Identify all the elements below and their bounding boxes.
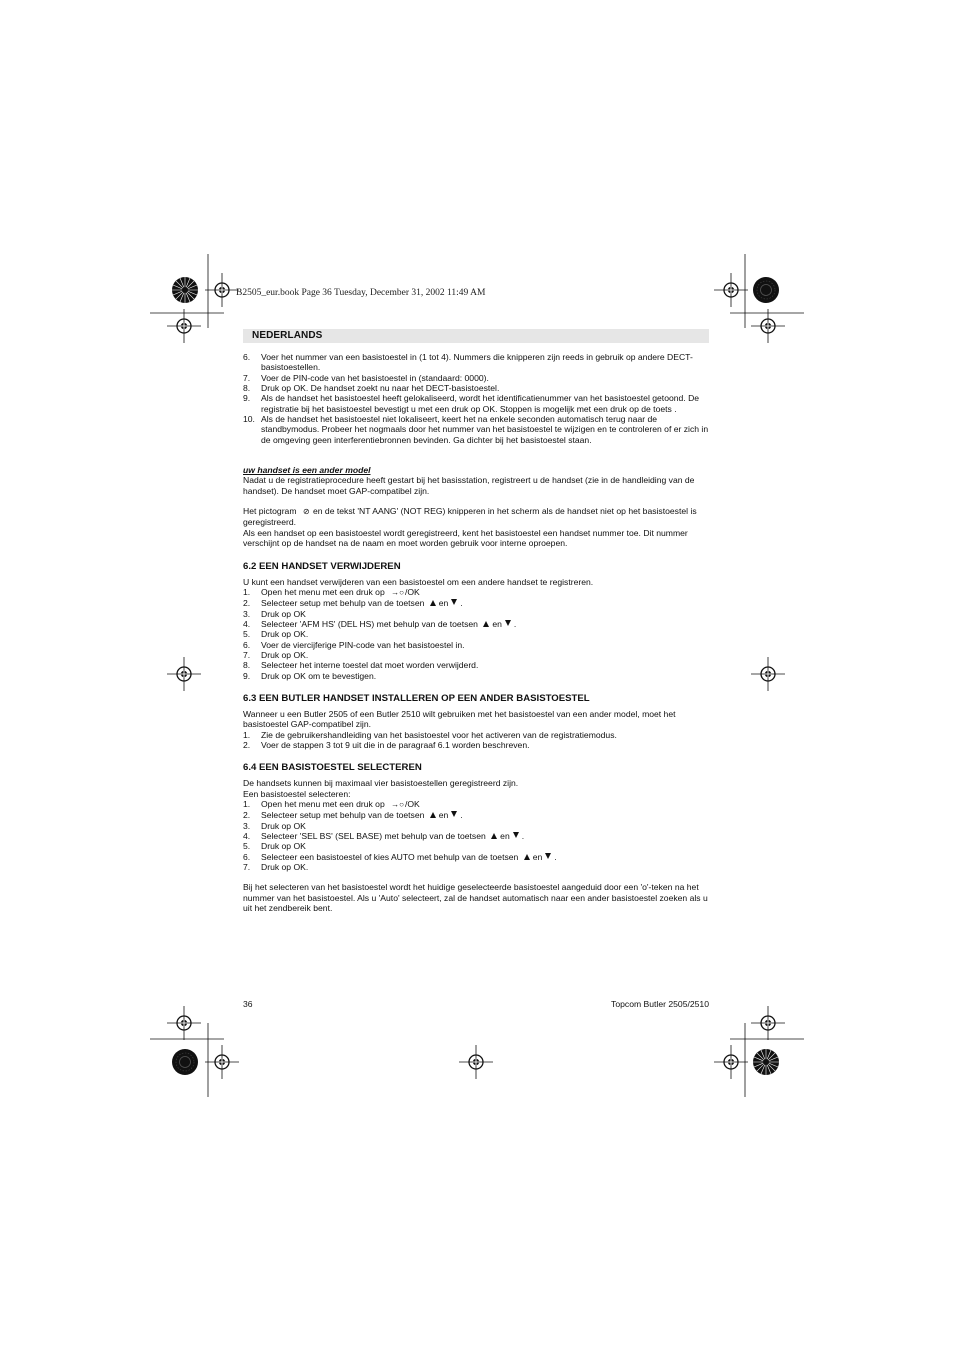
list-item: 2. Selecteer setup met behulp van de toetsen en . bbox=[243, 598, 463, 609]
list-item: 2. Selecteer setup met behulp van de toetsen en . bbox=[243, 810, 463, 821]
list-item: 1. Zie de gebruikershandleiding van het basistoestel voor het activeren van de registratiemodus. bbox=[243, 729, 617, 740]
list-item: 7. Voer de PIN-code van het basistoestel in (standaard: 0000). bbox=[243, 372, 489, 383]
list-item: 5. Druk op OK bbox=[243, 841, 306, 852]
list-item: 6. Voer het nummer van een basistoestel in (1 tot 4). Nummers die knipperen zijn reeds in gebruik op andere DECT-basistoestellen. bbox=[243, 352, 693, 373]
down-arrow-icon bbox=[505, 620, 511, 626]
paragraph: De handsets kunnen bij maximaal vier basistoestellen geregistreerd zijn. bbox=[243, 778, 519, 789]
list-item: 1. Open het menu met een druk op →○/OK bbox=[243, 799, 420, 809]
steps-6-4 bbox=[243, 799, 709, 872]
paragraph: Een basistoestel selecteren: bbox=[243, 788, 351, 799]
list-item: 6. Selecteer een basistoestel of kies AUTO met behulp van de toetsen en . bbox=[243, 851, 557, 862]
steps-6-3 bbox=[243, 730, 709, 751]
list-item: 3. Druk op OK bbox=[243, 608, 306, 619]
file-info-header: B2505_eur.book Page 36 Tuesday, December 31, 2002 11:49 AM bbox=[236, 288, 486, 298]
paragraph: Als een handset op een basistoestel wordt geregistreerd, kent het basistoestel een handset nummer toe. Dit nummer verschijnt op de handset na de naam en moet worden gebruik voor interne oproepen. bbox=[243, 527, 688, 549]
list-item: 5. Druk op OK. bbox=[243, 629, 309, 640]
paragraph: U kunt een handset verwijderen van een basistoestel om een andere handset te registreren. bbox=[243, 576, 594, 587]
down-arrow-icon bbox=[545, 853, 551, 859]
paragraph: Bij het selecteren van het basistoestel wordt het huidige geselecteerde basistoestel aangeduid door een 'o'-teken na het nummer van het basistoestel. Als u 'Auto' selecteert, zal de handset automatisch naar een ander basistoestel zoeken als u uit het zendbereik bent. bbox=[243, 882, 708, 914]
down-arrow-icon bbox=[451, 811, 457, 817]
down-arrow-icon bbox=[451, 599, 457, 605]
list-item: 2. Voer de stappen 3 tot 9 uit die in de paragraaf 6.1 worden beschreven. bbox=[243, 739, 530, 750]
list-item: 7. Druk op OK. bbox=[243, 862, 309, 873]
list-item: 8. Selecteer het interne toestel dat moet worden verwijderd. bbox=[243, 660, 479, 671]
list-item: 6. Voer de viercijferige PIN-code van het basistoestel in. bbox=[243, 639, 465, 650]
list-item: 9. Druk op OK om te bevestigen. bbox=[243, 670, 377, 681]
list-item: 10. Als de handset het basistoestel niet lokaliseert, keert het na enkele seconden automatisch terug naar de standbymodus. Probeer het nogmaals door het nummer van het basistoestel te wijzigen en te controleren of er zich in de omgeving geen interferentiebronnen bevinden. Ga dichter bij het basistoestel staan. bbox=[243, 414, 709, 445]
menu-key-icon: →○ bbox=[391, 800, 404, 809]
section-title-6-2: 6.2 EEN HANDSET VERWIJDEREN bbox=[243, 560, 401, 572]
steps-6-2 bbox=[243, 587, 709, 681]
paragraph: Nadat u de registratieprocedure heeft gestart bij het basisstation, registreert u de handset (zie in de handleiding van de handset). De handset moet GAP-compatibel zijn. bbox=[243, 475, 695, 496]
paragraph: Wanneer u een Butler 2505 of een Butler 2510 wilt gebruiken met het basistoestel van een ander model, moet het basistoestel GAP-compatibel zijn. bbox=[243, 708, 676, 730]
language-label: NEDERLANDS bbox=[252, 330, 323, 341]
down-arrow-icon bbox=[513, 832, 519, 838]
list-item: 9. Als de handset het basistoestel heeft gelokaliseerd, wordt het identificatienummer van het basistoestel getoond. De registratie bij het basistoestel bevestigt u met een druk op OK. Stoppen is mogelijk met een druk op de toets . bbox=[243, 393, 700, 414]
list-item: 4. Selecteer 'SEL BS' (SEL BASE) met behulp van de toetsen en . bbox=[243, 831, 525, 842]
list-item: 7. Druk op OK. bbox=[243, 649, 309, 660]
other-model-heading: uw handset is een ander model bbox=[243, 465, 371, 476]
list-item: 8. Druk op OK. De handset zoekt nu naar het DECT-basistoestel. bbox=[243, 383, 500, 394]
language-section-bar bbox=[243, 329, 709, 343]
list-item: 4. Selecteer 'AFM HS' (DEL HS) met behulp van de toetsen en . bbox=[243, 618, 517, 629]
footer-product-name: Topcom Butler 2505/2510 bbox=[611, 999, 709, 1009]
up-arrow-icon bbox=[491, 833, 497, 839]
page-content bbox=[243, 352, 709, 913]
list-item: 3. Druk op OK bbox=[243, 820, 306, 831]
up-arrow-icon bbox=[430, 600, 436, 606]
section-title-6-4: 6.4 EEN BASISTOESTEL SELECTEREN bbox=[243, 762, 422, 774]
up-arrow-icon bbox=[430, 812, 436, 818]
up-arrow-icon bbox=[524, 854, 530, 860]
unregistered-antenna-icon: ⊘ bbox=[302, 507, 310, 517]
section-title-6-3: 6.3 EEN BUTLER HANDSET INSTALLEREN OP EEN ANDER BASISTOESTEL bbox=[243, 692, 590, 704]
page-number: 36 bbox=[243, 999, 253, 1009]
paragraph: Het pictogram ⊘ en de tekst 'NT AANG' (NOT REG) knipperen in het scherm als de handset niet op het basistoestel is geregistreerd. bbox=[243, 506, 697, 528]
list-item: 1. Open het menu met een druk op →○/OK bbox=[243, 586, 420, 597]
intro-steps bbox=[243, 352, 709, 445]
menu-key-icon: →○ bbox=[391, 587, 404, 597]
up-arrow-icon bbox=[483, 621, 489, 627]
